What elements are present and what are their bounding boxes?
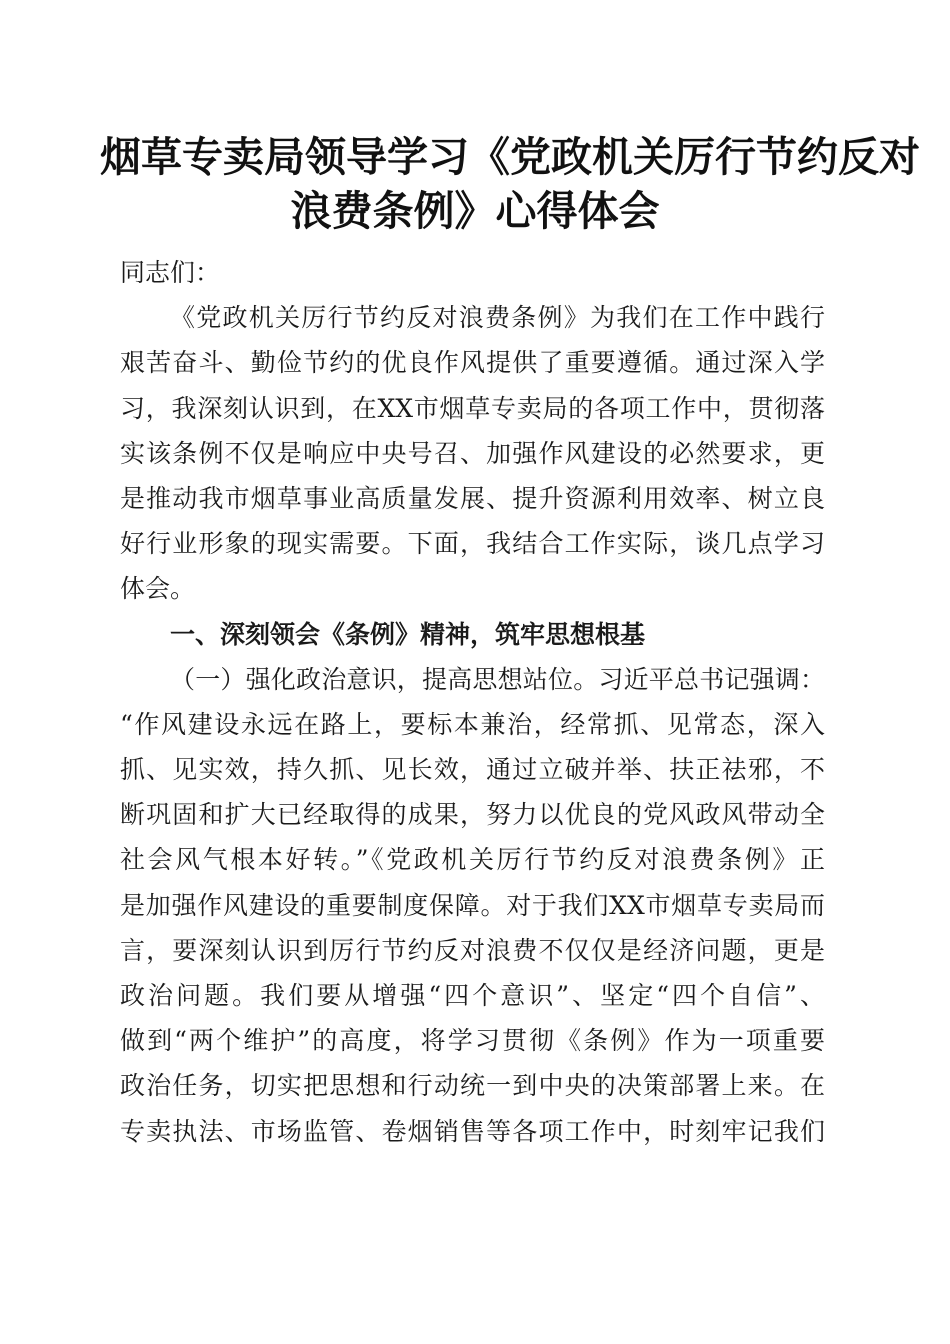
paragraph-line: 实该条例不仅是响应中央号召、加强作风建设的必然要求，更 xyxy=(120,438,825,468)
paragraph-section1-1 xyxy=(120,657,825,1154)
paragraph-line: 抓、见实效，持久抓、见长效，通过立破并举、扶正祛邪，不 xyxy=(120,755,825,785)
paragraph-line: 体会。 xyxy=(120,574,196,604)
document-body xyxy=(120,250,825,1154)
paragraph-line: “作风建设永远在路上，要标本兼治，经常抓、见常态，深入 xyxy=(120,709,825,739)
paragraph-line: 做到“两个维护”的高度，将学习贯彻《条例》作为一项重要 xyxy=(120,1026,825,1056)
paragraph-line: 断巩固和扩大已经取得的成果，努力以优良的党风政风带动全 xyxy=(120,800,825,830)
document-title xyxy=(100,130,920,238)
section-heading: 一、深刻领会《条例》精神，筑牢思想根基 xyxy=(170,619,646,649)
paragraph-line: 《党政机关厉行节约反对浪费条例》为我们在工作中践行 xyxy=(170,303,825,333)
paragraph-line: 政治问题。我们要从增强“四个意识”、坚定“四个自信”、 xyxy=(120,981,825,1010)
title-line: 烟草专卖局领导学习《党政机关厉行节约反对 xyxy=(100,133,920,181)
paragraph-line: 好行业形象的现实需要。下面，我结合工作实际，谈几点学习 xyxy=(120,529,825,559)
paragraph-line: （一）强化政治意识，提高思想站位。习近平总书记强调： xyxy=(170,664,825,694)
paragraph-line: 是推动我市烟草事业高质量发展、提升资源利用效率、树立良 xyxy=(120,483,825,513)
paragraph-line: 言，要深刻认识到厉行节约反对浪费不仅仅是经济问题，更是 xyxy=(120,935,825,965)
title-line: 浪费条例》心得体会 xyxy=(290,187,660,235)
paragraph-line: 专卖执法、市场监管、卷烟销售等各项工作中，时刻牢记我们 xyxy=(120,1116,825,1146)
paragraph-intro xyxy=(120,295,825,611)
paragraph-line: 政治任务，切实把思想和行动统一到中央的决策部署上来。在 xyxy=(120,1071,825,1101)
paragraph-line: 是加强作风建设的重要制度保障。对于我们XX市烟草专卖局而 xyxy=(120,890,825,920)
salutation: 同志们： xyxy=(120,258,221,287)
paragraph-line: 社会风气根本好转。”《党政机关厉行节约反对浪费条例》正 xyxy=(120,845,825,875)
paragraph-line: 习，我深刻认识到，在XX市烟草专卖局的各项工作中，贯彻落 xyxy=(120,393,825,423)
paragraph-line: 艰苦奋斗、勤俭节约的优良作风提供了重要遵循。通过深入学 xyxy=(120,348,825,378)
